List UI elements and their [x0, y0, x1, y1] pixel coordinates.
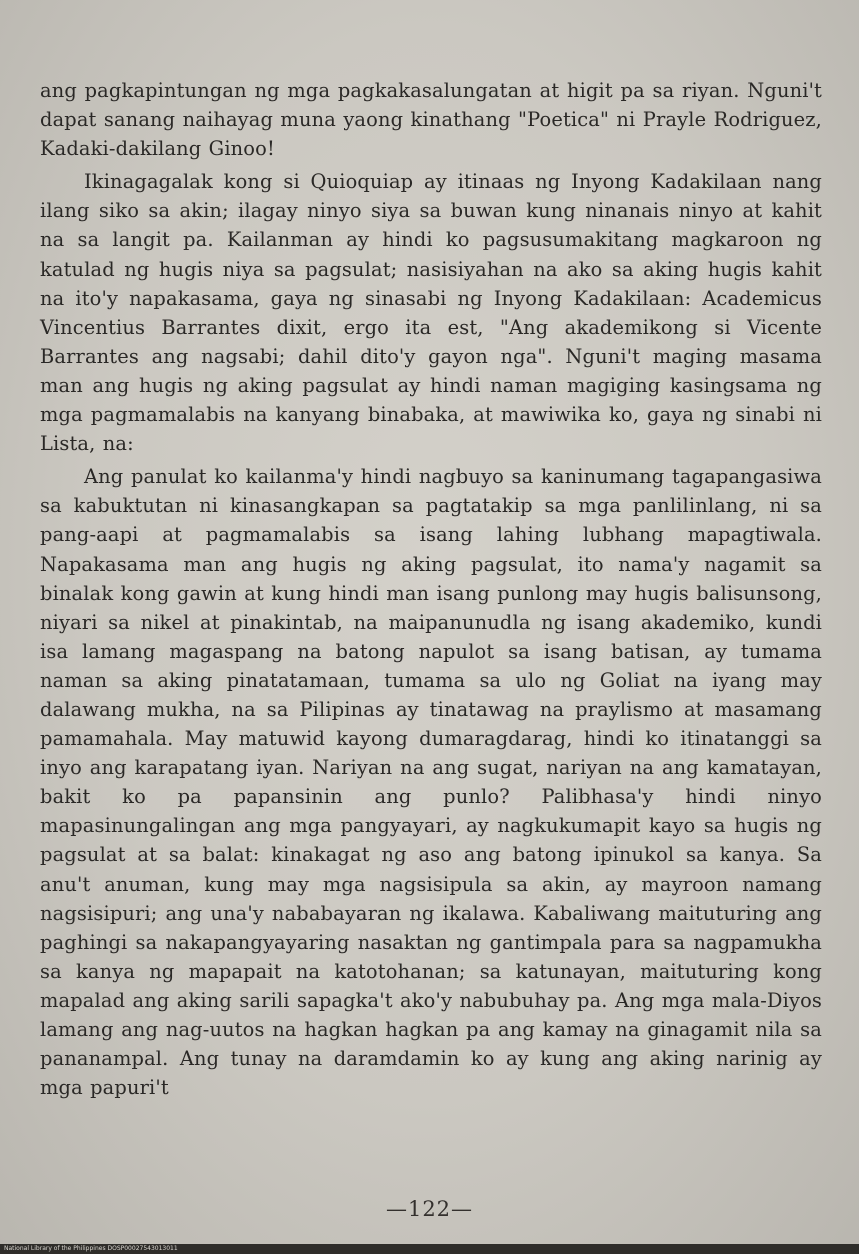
body-text — [40, 76, 822, 1102]
paragraph-1: ang pagkapintungan ng mga pagkakasalungatan at higit pa sa riyan. Nguni't dapat sanang naihayag muna yaong kinathang "Poetica" ni Prayle Rodriguez, Kadaki-dakilang Ginoo! — [40, 79, 822, 161]
page-number: —122— — [385, 1197, 474, 1221]
paragraph-3: Ang panulat ko kailanma'y hindi nagbuyo sa kaninumang tagapangasiwa sa kabuktutan ni kinasangkapan sa pagtatakip sa mga panlilinlang, ni sa pang-aapi at pagmamalabis sa isang lahing lubhang mapagtiwala. Napakasama man ang hugis ng aking pagsulat, ito nama'y nagamit sa binalak kong gawin at kung hindi man isang punlong may hugis balisunsong, niyari sa nikel at pinakintab, na maipanunudla ng isang akademiko, kundi isa lamang magaspang na batong napulot sa isang batisan, ay tumama naman sa aking pinatatamaan, tumama sa ulo ng Goliat na iyang may dalawang mukha, na sa Pilipinas ay tinatawag na praylismo at masamang pamamahala. May matuwid kayong dumaragdarag, hindi ko itinatanggi sa inyo ang karapatang iyan. Nariyan na ang sugat, nariyan na ang kamatayan, bakit ko pa papansinin ang punlo? Palibhasa'y hindi ninyo mapasinungalingan ang mga pangyayari, ay nagkukumapit kayo sa hugis ng pagsulat at sa balat: kinakagat ng aso ang batong ipinukol sa kanya. Sa anu't anuman, kung may mga nagsisipula sa akin, ay mayroon namang nagsisipuri; ang una'y nababayaran ng ikalawa. Kabaliwang maituturing ang paghingi sa nakapangyayaring nasaktan ng gantimpala para sa nagpamukha sa kanya ng mapapait na katotohanan; sa katunayan, maituturing kong mapalad ang aking sarili sapagka't ako'y nabubuhay pa. Ang mga mala-Diyos lamang ang nag-uutos na hagkan hagkan pa ang kamay na ginagamit nila sa pananampal. Ang tunay na daramdamin ko ay kung ang aking narinig ay mga papuri't — [40, 465, 822, 1100]
footer-credit: National Library of the Philippines DOSP00027543013011 — [4, 1245, 178, 1252]
paragraph-2: Ikinagagalak kong si Quioquiap ay itinaas ng Inyong Kadakilaan nang ilang siko sa akin; ilagay ninyo siya sa buwan kung ninanais ninyo at kahit na sa langit pa. Kailanman ay hindi ko pagsusumakitang magkaroon ng katulad ng hugis niya sa pagsulat; nasisiyahan na ako sa aking hugis kahit na ito'y napakasama, gaya ng sinasabi ng Inyong Kadakilaan: Academicus Vincentius Barrantes dixit, ergo ita est, "Ang akademikong si Vicente Barrantes ang nagsabi; dahil dito'y gayon nga". Nguni't maging masama man ang hugis ng aking pagsulat ay hindi naman magiging kasingsama ng mga pagmamalabis na kanyang binabaka, at mawiwika ko, gaya ng sinabi ni Lista, na: — [40, 170, 822, 456]
